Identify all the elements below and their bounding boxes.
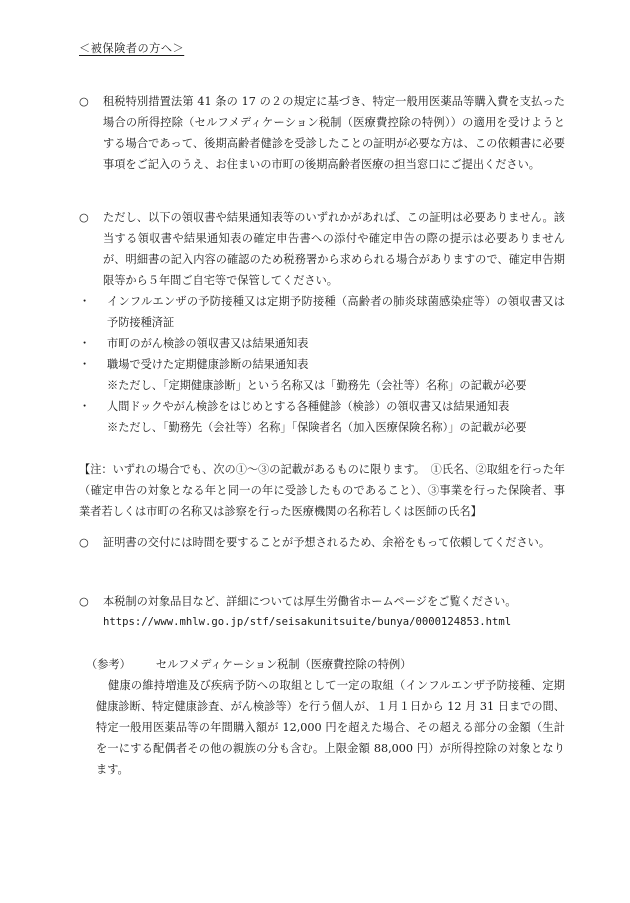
receipt-list (79, 291, 565, 438)
list-item: ・ 人間ドックやがん検診をはじめとする各種健診（検診）の領収書又は結果通知表 (79, 396, 565, 417)
paragraph-details (79, 591, 565, 633)
list-item: ・ インフルエンザの予防接種又は定期予防接種（高齢者の肺炎球菌感染症等）の領収書又は予防接種済証 (79, 291, 565, 333)
reference-label: （参考） (86, 658, 131, 671)
attention-note (79, 459, 565, 522)
attention-text: 【注：いずれの場合でも、次の①～③の記載があるものに限ります。 ①氏名、②取組を行った年（確定申告の対象となる年と同一の年に受診したものであること）、③事業を行った保険者、事業者若しくは市町の名称又は診察を行った医療機関の名称若しくは医師の氏名】 (79, 463, 565, 518)
page-title: ＜被保険者の方へ＞ (79, 42, 185, 55)
list-item-text: インフルエンザの予防接種又は定期予防接種（高齢者の肺炎球菌感染症等）の領収書又は予防接種済証 (107, 295, 565, 329)
mhlw-link[interactable]: https://www.mhlw.go.jp/stf/seisakunitsuite/bunya/0000124853.html (103, 616, 512, 628)
circle-bullet-icon: ○ (79, 536, 89, 549)
list-item: ・ 職場で受けた定期健康診断の結果通知表 (79, 354, 565, 375)
circle-bullet-icon: ○ (79, 95, 89, 108)
paragraph-tax-measure (79, 91, 565, 175)
circle-bullet-icon: ○ (79, 211, 89, 224)
list-item: ・ 市町のがん検診の領収書又は結果通知表 (79, 333, 565, 354)
reference-section (86, 654, 565, 780)
paragraph-text: 本税制の対象品目など、詳細については厚生労働省ホームページをご覧ください。 (103, 595, 517, 608)
paragraph-processing-time (79, 532, 565, 553)
list-item-note: ※ただし、「勤務先（会社等）名称」「保険者名（加入医療保険名称）」の記載が必要 (107, 421, 527, 434)
list-item-text: 市町のがん検診の領収書又は結果通知表 (107, 337, 309, 350)
paragraph-text: ただし、以下の領収書や結果通知表等のいずれかがあれば、この証明は必要ありません。該当する領収書や結果通知表の確定申告書への添付や確定申告の際の提示は必要ありませんが、明細書の記入内容の確認のため税務署から求められる場合がありますので、確定申告期限等から５年間ご自宅等で保管してください。 (103, 211, 565, 287)
circle-bullet-icon: ○ (79, 595, 89, 608)
list-item-note: ※ただし、「定期健康診断」という名称又は「勤務先（会社等）名称」の記載が必要 (107, 379, 527, 392)
paragraph-text: 租税特別措置法第 41 条の 17 の２の規定に基づき、特定一般用医薬品等購入費を支払った場合の所得控除（セルフメディケーション税制（医療費控除の特例））の適用を受けようとする場合であって、後期高齢者健診を受診したことの証明が必要な方は、この依頼書に必要事項をご記入のうえ、お住まいの市町の後期高齢者医療の担当窓口にご提出ください。 (103, 95, 565, 171)
paragraph-exemptions (79, 207, 565, 291)
list-item-text: 職場で受けた定期健康診断の結果通知表 (107, 358, 309, 371)
list-item-text: 人間ドックやがん検診をはじめとする各種健診（検診）の領収書又は結果通知表 (107, 400, 510, 413)
paragraph-text: 証明書の交付には時間を要することが予想されるため、余裕をもって依頼してください。 (103, 536, 551, 549)
reference-body: 健康の維持増進及び疾病予防への取組として一定の取組（インフルエンザ予防接種、定期健康診断、特定健康診査、がん検診等）を行う個人が、１月１日から 12 月 31 日までの間、特定一般用医薬品等の年間購入額が 12,000 円を超えた場合、その超える部分の金額（生計を一にする配偶者その他の親族の分も含む。上限金額 88,000 円）が所得控除の対象となります。 (96, 679, 565, 776)
reference-heading: セルフメディケーション税制（医療費控除の特例） (155, 658, 412, 671)
